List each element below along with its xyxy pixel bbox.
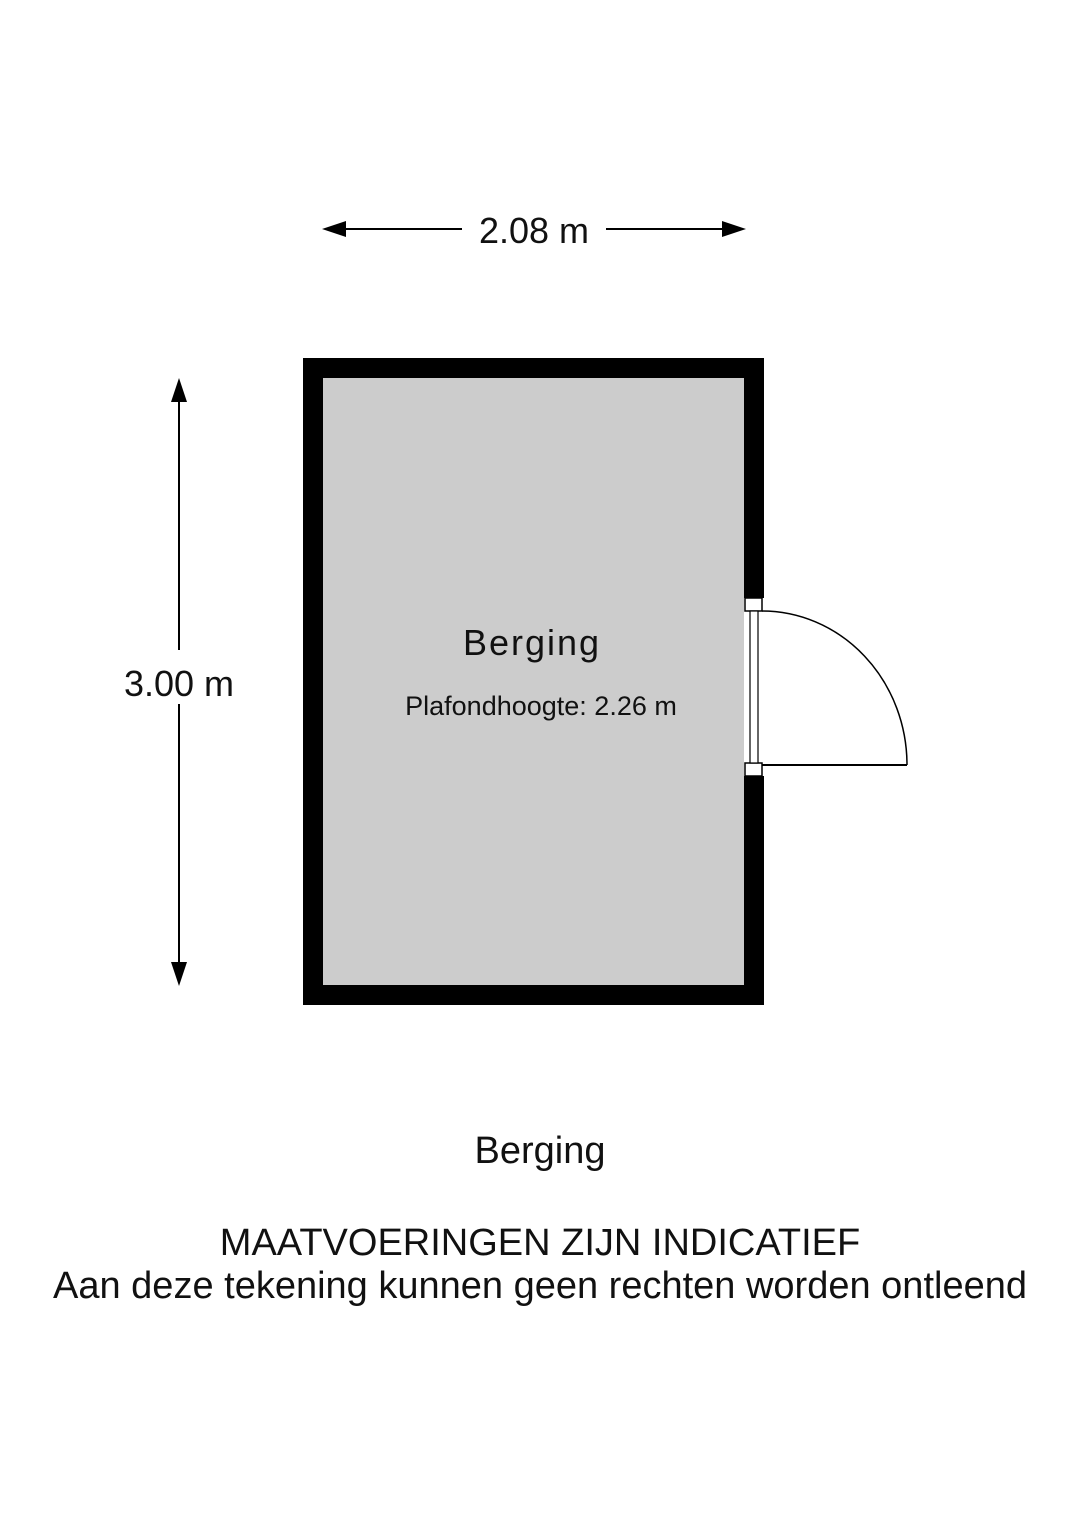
door-jamb-top bbox=[745, 598, 762, 611]
door-threshold bbox=[750, 611, 758, 763]
room-berging bbox=[303, 358, 907, 1005]
height-dimension bbox=[124, 378, 234, 986]
caption-disclaimer-line-2: Aan deze tekening kunnen geen rechten worden ontleend bbox=[53, 1265, 1027, 1307]
door-jamb-bottom bbox=[745, 763, 762, 776]
caption-title: Berging bbox=[474, 1130, 606, 1172]
height-dimension-arrow-bottom bbox=[171, 962, 187, 986]
room-name-label: Berging bbox=[462, 622, 602, 663]
width-dimension-arrow-left bbox=[322, 221, 346, 237]
ceiling-height-label: Plafondhoogte: 2.26 m bbox=[405, 691, 677, 721]
room-floor bbox=[323, 378, 744, 985]
width-dimension-label: 2.08 m bbox=[478, 210, 590, 251]
width-dimension bbox=[322, 210, 746, 251]
height-dimension-arrow-top bbox=[171, 378, 187, 402]
width-dimension-arrow-right bbox=[722, 221, 746, 237]
door-swing-arc bbox=[762, 611, 907, 765]
caption-disclaimer-line-1: MAATVOERINGEN ZIJN INDICATIEF bbox=[219, 1222, 861, 1264]
height-dimension-label: 3.00 m bbox=[123, 663, 235, 704]
